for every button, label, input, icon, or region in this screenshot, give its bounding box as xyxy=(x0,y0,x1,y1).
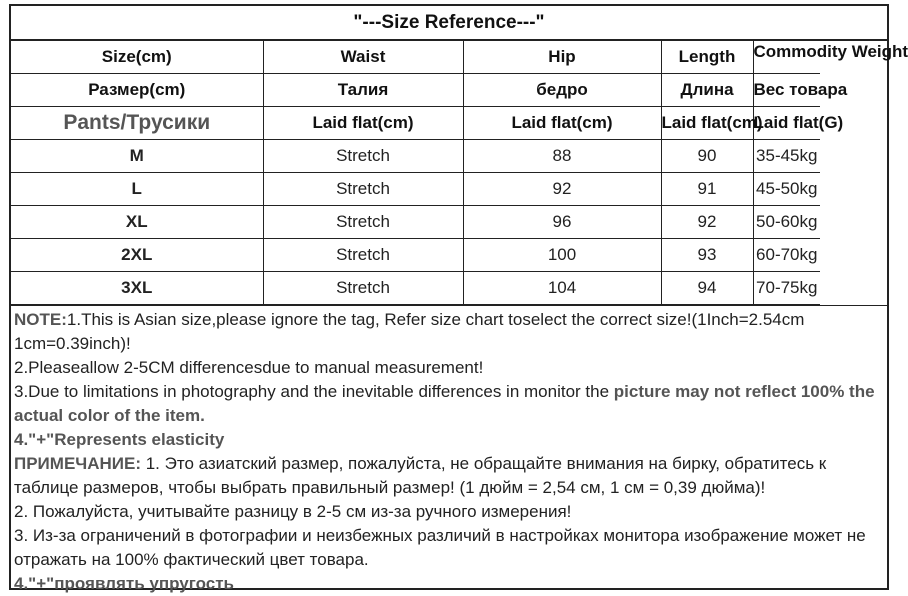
waist-cell: Stretch xyxy=(263,140,463,173)
weight-cell: 45-50kg xyxy=(753,173,820,206)
note-en-3: 3.Due to limitations in photography and the inevitable differences in monitor the picture may not reflect 100% the actual color of the item. xyxy=(14,382,875,425)
header-waist-ru: Талия xyxy=(263,74,463,107)
size-chart-title: "---Size Reference---" xyxy=(11,6,887,41)
weight-cell: 35-45kg xyxy=(753,140,820,173)
header-weight: Commodity Weight xyxy=(753,41,820,74)
table-row xyxy=(11,206,887,239)
weight-cell: 60-70kg xyxy=(753,239,820,272)
waist-cell: Stretch xyxy=(263,272,463,305)
header-length-method: Laid flat(cm) xyxy=(661,107,753,140)
note-label: NOTE: xyxy=(14,310,67,329)
hip-cell: 104 xyxy=(463,272,661,305)
note-ru-3: 3. Из-за ограничений в фотографии и неизбежных различий в настройках монитора изображение может не отражать на 100% фактический цвет товара. xyxy=(14,526,866,569)
weight-cell: 70-75kg xyxy=(753,272,820,305)
waist-cell: Stretch xyxy=(263,206,463,239)
note-en-4: 4."+"Represents elasticity xyxy=(14,430,225,449)
size-cell: M xyxy=(11,140,263,173)
header-length: Length xyxy=(661,41,753,74)
waist-cell: Stretch xyxy=(263,173,463,206)
size-cell: L xyxy=(11,173,263,206)
size-chart xyxy=(9,4,908,593)
header-weight-method: Laid flat(G) xyxy=(753,107,820,140)
header-weight-ru: Вес товара xyxy=(753,74,820,107)
size-cell: 2XL xyxy=(11,239,263,272)
header-hip-ru: бедро xyxy=(463,74,661,107)
header-waist-method: Laid flat(cm) xyxy=(263,107,463,140)
header-row-english xyxy=(11,41,887,74)
header-hip: Hip xyxy=(463,41,661,74)
header-waist: Waist xyxy=(263,41,463,74)
waist-cell: Stretch xyxy=(263,239,463,272)
header-size-ru: Размер(cm) xyxy=(11,74,263,107)
length-cell: 90 xyxy=(661,140,753,173)
notes-section xyxy=(11,305,887,596)
table-row xyxy=(11,272,887,305)
note-ru-2: 2. Пожалуйста, учитывайте разницу в 2-5 см из-за ручного измерения! xyxy=(14,502,572,521)
table-row xyxy=(11,239,887,272)
size-cell: 3XL xyxy=(11,272,263,305)
table-row xyxy=(11,140,887,173)
weight-cell: 50-60kg xyxy=(753,206,820,239)
hip-cell: 96 xyxy=(463,206,661,239)
header-hip-method: Laid flat(cm) xyxy=(463,107,661,140)
hip-cell: 88 xyxy=(463,140,661,173)
note-label-ru: ПРИМЕЧАНИЕ: xyxy=(14,454,141,473)
header-product: Pants/Трусики xyxy=(11,107,263,140)
length-cell: 91 xyxy=(661,173,753,206)
length-cell: 93 xyxy=(661,239,753,272)
size-table xyxy=(11,41,908,305)
header-row-method xyxy=(11,107,887,140)
note-ru-4: 4."+"проявлять упругость xyxy=(14,574,234,593)
hip-cell: 100 xyxy=(463,239,661,272)
length-cell: 92 xyxy=(661,206,753,239)
length-cell: 94 xyxy=(661,272,753,305)
hip-cell: 92 xyxy=(463,173,661,206)
header-size: Size(cm) xyxy=(11,41,263,74)
note-en-2: 2.Pleaseallow 2-5CM differencesdue to manual measurement! xyxy=(14,358,484,377)
note-en-1: NOTE:1.This is Asian size,please ignore the tag, Refer size chart toselect the correct size!(1Inch=2.54cm 1cm=0.39inch)! xyxy=(14,310,805,353)
header-length-ru: Длина xyxy=(661,74,753,107)
table-row xyxy=(11,173,887,206)
size-cell: XL xyxy=(11,206,263,239)
note-ru-1: ПРИМЕЧАНИЕ: 1. Это азиатский размер, пожалуйста, не обращайте внимания на бирку, обратитесь к таблице размеров, чтобы выбрать правильный размер! (1 дюйм = 2,54 см, 1 см = 0,39 дюйма)! xyxy=(14,454,827,497)
header-row-russian xyxy=(11,74,887,107)
